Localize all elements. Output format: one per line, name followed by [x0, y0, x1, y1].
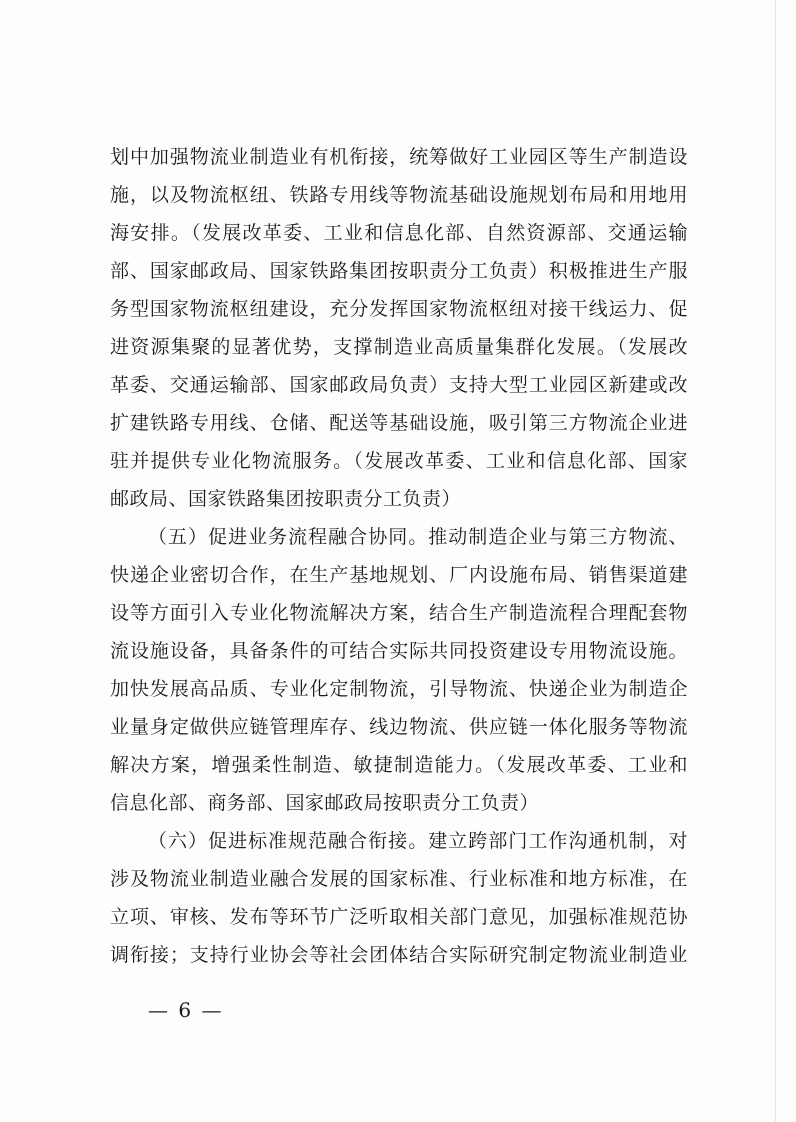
body-line: 快递企业密切合作，在生产基地规划、厂内设施布局、销售渠道建: [110, 564, 688, 586]
body-line: 海安排。（发展改革委、工业和信息化部、自然资源部、交通运输: [110, 222, 688, 244]
body-line: 部、国家邮政局、国家铁路集团按职责分工负责）积极推进生产服: [110, 260, 688, 282]
body-line: 解决方案，增强柔性制造、敏捷制造能力。（发展改革委、工业和: [110, 754, 688, 776]
body-line: 信息化部、商务部、国家邮政局按职责分工负责）: [110, 792, 540, 814]
body-line: 调衔接；支持行业协会等社会团体结合实际研究制定物流业制造业: [110, 944, 688, 966]
body-line: 驻并提供专业化物流服务。（发展改革委、工业和信息化部、国家: [110, 450, 688, 472]
body-line: 划中加强物流业制造业有机衔接，统筹做好工业园区等生产制造设: [110, 146, 688, 168]
body-line: 进资源集聚的显著优势，支撑制造业高质量集群化发展。（发展改: [110, 336, 688, 358]
body-line: 加快发展高品质、专业化定制物流，引导物流、快递企业为制造企: [110, 678, 688, 700]
body-line: 涉及物流业制造业融合发展的国家标准、行业标准和地方标准，在: [110, 868, 688, 890]
body-line: 立项、审核、发布等环节广泛听取相关部门意见，加强标准规范协: [110, 906, 688, 928]
body-line: 革委、交通运输部、国家邮政局负责）支持大型工业园区新建或改: [110, 374, 688, 396]
page-number: — 6 —: [148, 998, 224, 1022]
body-line: 邮政局、国家铁路集团按职责分工负责）: [110, 488, 462, 510]
page-crease: [775, 0, 776, 1122]
document-body: [110, 138, 688, 974]
body-line: 流设施设备，具备条件的可结合实际共同投资建设专用物流设施。: [110, 640, 688, 662]
body-line: 设等方面引入专业化物流解决方案，结合生产制造流程合理配套物: [110, 602, 688, 624]
section-heading-line: （五）促进业务流程融合协同。推动制造企业与第三方物流、: [148, 526, 688, 548]
body-line: 扩建铁路专用线、仓储、配送等基础设施，吸引第三方物流企业进: [110, 412, 688, 434]
body-line: 业量身定做供应链管理库存、线边物流、供应链一体化服务等物流: [110, 716, 688, 738]
body-line: 施，以及物流枢纽、铁路专用线等物流基础设施规划布局和用地用: [110, 184, 688, 206]
body-line: 务型国家物流枢纽建设，充分发挥国家物流枢纽对接干线运力、促: [110, 298, 688, 320]
section-heading-line: （六）促进标准规范融合衔接。建立跨部门工作沟通机制，对: [148, 830, 688, 852]
